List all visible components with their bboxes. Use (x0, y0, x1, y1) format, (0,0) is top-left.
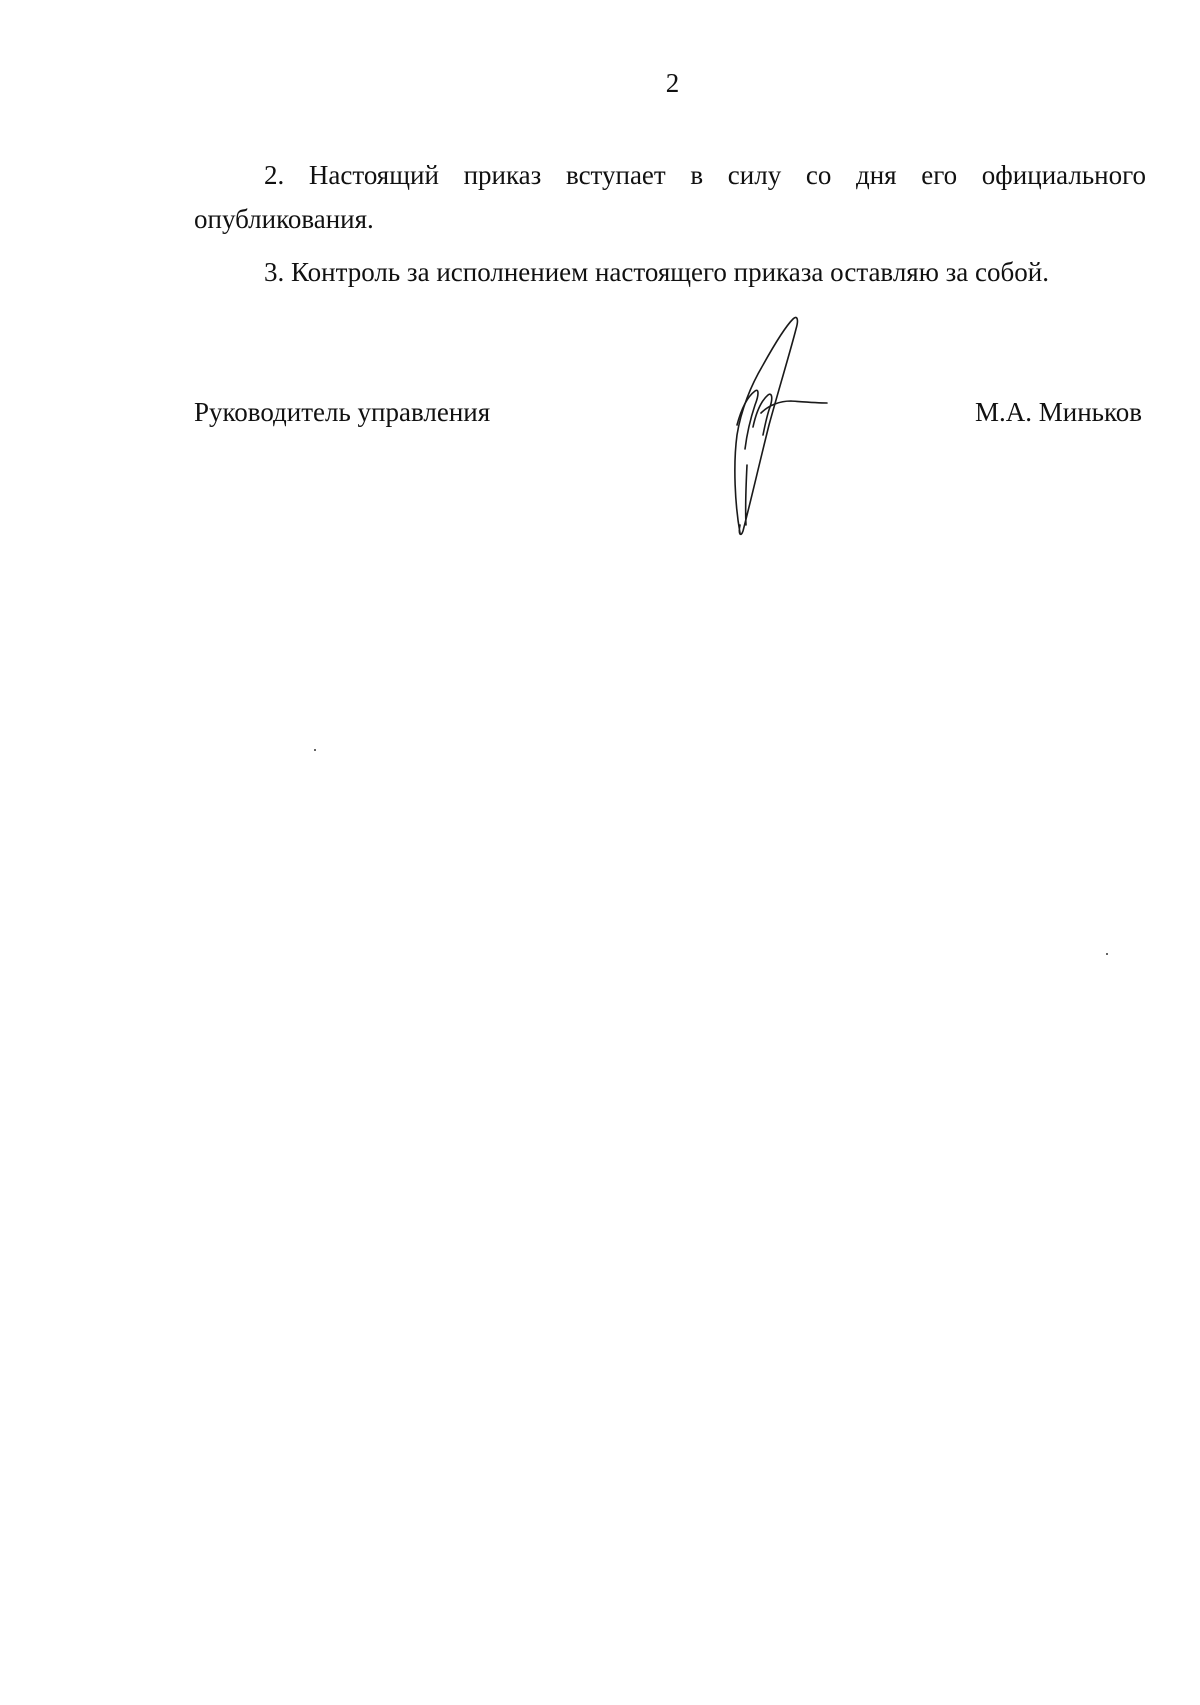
scan-speck (1106, 953, 1108, 955)
signatory-position: Руководитель управления (194, 397, 491, 427)
page-number: 2 (665, 68, 680, 98)
scan-speck (314, 749, 316, 751)
paragraph-control: 3. Контроль за исполнением настоящего приказа оставляю за собой. (264, 257, 1049, 287)
signatory-name: М.А. Миньков (975, 397, 1142, 427)
handwritten-signature (725, 315, 855, 540)
paragraph-effective-date: 2. Настоящий приказ вступает в силу со дня его официального опубликования. (194, 160, 1146, 234)
